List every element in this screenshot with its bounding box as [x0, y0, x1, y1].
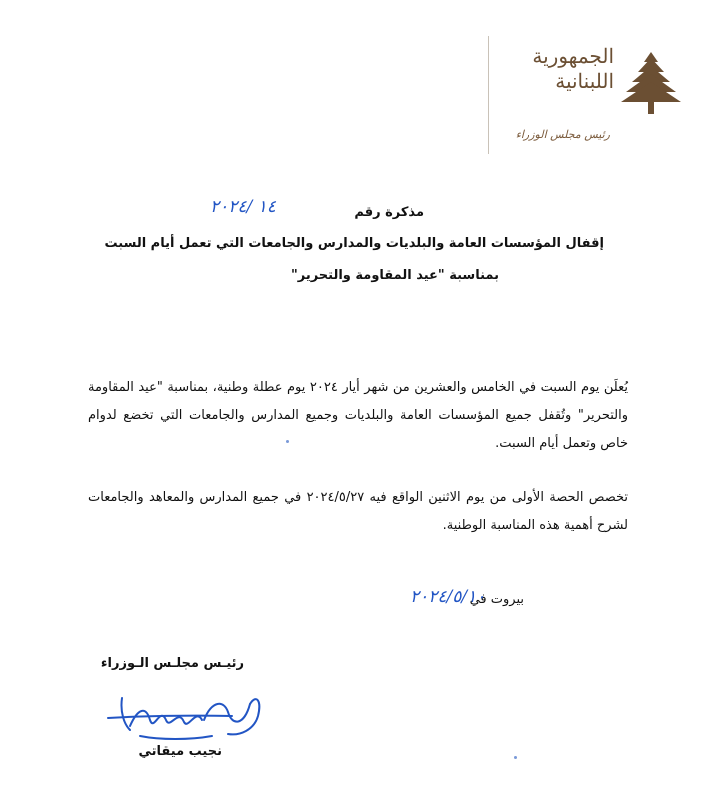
signatory-title: رئيـس مجلـس الـوزراء [100, 656, 244, 671]
body-paragraph-2: تخصص الحصة الأولى من يوم الاثنين الواقع فيه ٢٠٢٤/٥/٢٧ في جميع المدارس والمعاهد والجامعات لشرح أهمية هذه المناسبة الوطنية. [88, 490, 628, 533]
republic-name: الجمهورية اللبنانية [532, 44, 614, 93]
body-paragraph-1: يُعلَن يوم السبت في الخامس والعشرين من شهر أيار ٢٠٢٤ يوم عطلة وطنية، بمناسبة "عيد المقاومة والتحرير" وتُقفل جميع المؤسسات العامة والبلديات وجميع المدارس والجامعات التي تخضع لدوام خاص وتعمل أيام السبت. [88, 380, 628, 451]
ink-dot [514, 756, 517, 759]
ink-dot [286, 440, 289, 443]
date-value: ٢٠٢٤/٥/١٠ [410, 587, 486, 607]
signatory-name: نجيب ميقاتي [138, 744, 222, 759]
memo-number: ١٤ /٢٠٢٤ [210, 197, 276, 217]
memo-title-line-1: إقفال المؤسسات العامة والبلديات والمدارس والجامعات التي تعمل أيام السبت [104, 236, 604, 251]
letterhead [488, 36, 688, 156]
memo-label: مذكرة رقم [354, 205, 424, 220]
office-name: رئيس مجلس الوزراء [515, 128, 610, 141]
letterhead-divider [488, 36, 489, 154]
cedar-icon [618, 50, 684, 118]
handwritten-signature [100, 686, 270, 744]
date-label: بيروت في [469, 592, 524, 607]
memo-title-line-2: بمناسبة "عيد المقاومة والتحرير" [290, 268, 499, 283]
